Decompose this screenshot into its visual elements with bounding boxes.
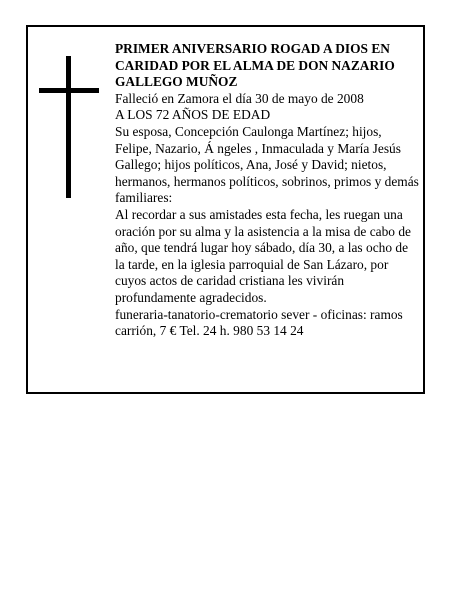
cross-horizontal-bar [39,88,99,93]
age-line: A LOS 72 AÑOS DE EDAD [115,107,271,123]
mass-invitation: Al recordar a sus amistades esta fecha, les ruegan una oración por su alma y la asistencia a la misa de cabo de año, que tendrá lugar hoy sábado, día 30, a las ocho de la tarde, en la iglesia parroquial de San Lázaro, por cuyos actos de caridad cristiana les vivirán profundamente agradecidos. [115,206,411,305]
family-list: Su esposa, Concepción Caulonga Martínez; hijos, Felipe, Nazario, Á ngeles , Inmaculada y María Jesús Gallego; hijos políticos, Ana, José y David; nietos, hermanos, hermanos políticos, sobrinos, primos y demás familiares: [115,123,419,206]
cross-vertical-bar [66,56,71,198]
death-date-line: Falleció en Zamora el día 30 de mayo de 2008 [115,90,364,106]
funeral-home-info: funeraria-tanatorio-crematorio sever - oficinas: ramos carrión, 7 € Tel. 24 h. 980 53 14 24 [115,306,403,339]
notice-text [115,41,419,340]
latin-cross-icon [39,56,99,198]
notice-headline: PRIMER ANIVERSARIO ROGAD A DIOS EN CARIDAD POR EL ALMA DE DON NAZARIO GALLEGO MUÑOZ [115,41,395,90]
obituary-notice [26,25,425,394]
